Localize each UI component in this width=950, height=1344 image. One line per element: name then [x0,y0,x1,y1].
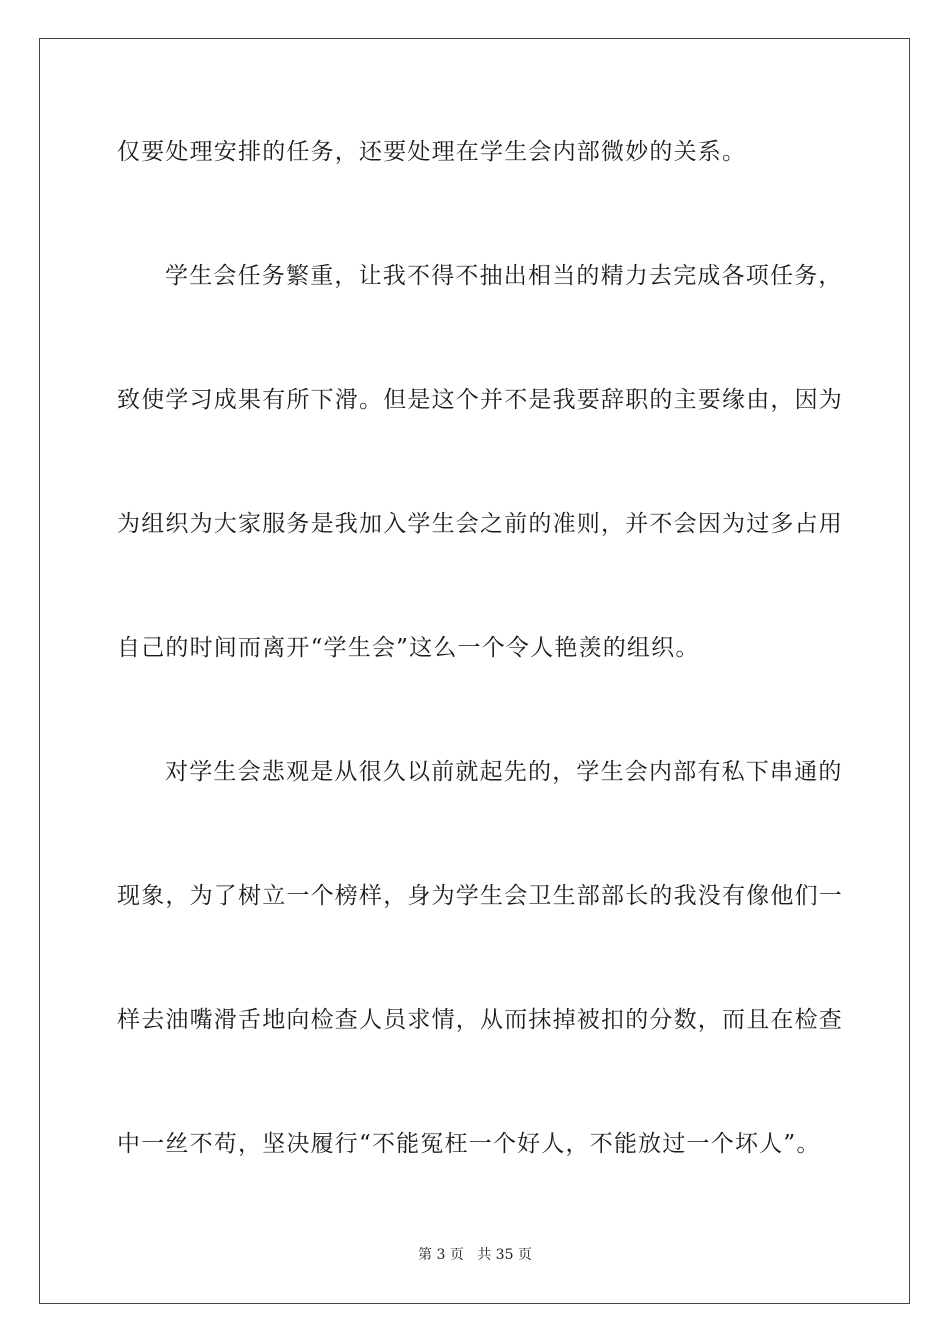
text-line-4: 为组织为大家服务是我加入学生会之前的准则，并不会因为过多占用 [117,511,843,537]
text-line-3: 致使学习成果有所下滑。但是这个并不是我要辞职的主要缘由，因为 [117,387,843,413]
text-line-7: 现象，为了树立一个榜样，身为学生会卫生部部长的我没有像他们一 [117,883,843,909]
text-line-9: 中一丝不苟，坚决履行“不能冤枉一个好人，不能放过一个坏人”。 [117,1131,821,1157]
text-line-1: 仅要处理安排的任务，还要处理在学生会内部微妙的关系。 [117,139,747,165]
text-line-2: 学生会任务繁重，让我不得不抽出相当的精力去完成各项任务， [165,263,843,289]
text-line-6: 对学生会悲观是从很久以前就起先的，学生会内部有私下串通的 [165,759,843,785]
page-footer [0,1246,950,1264]
page-number: 第 3 页 [418,1247,464,1263]
text-line-8: 样去油嘴滑舌地向检查人员求情，从而抹掉被扣的分数，而且在检查 [117,1007,843,1033]
page-border [39,38,910,1304]
total-pages: 共 35 页 [477,1247,532,1263]
text-line-5: 自己的时间而离开“学生会”这么一个令人艳羡的组织。 [117,635,700,661]
